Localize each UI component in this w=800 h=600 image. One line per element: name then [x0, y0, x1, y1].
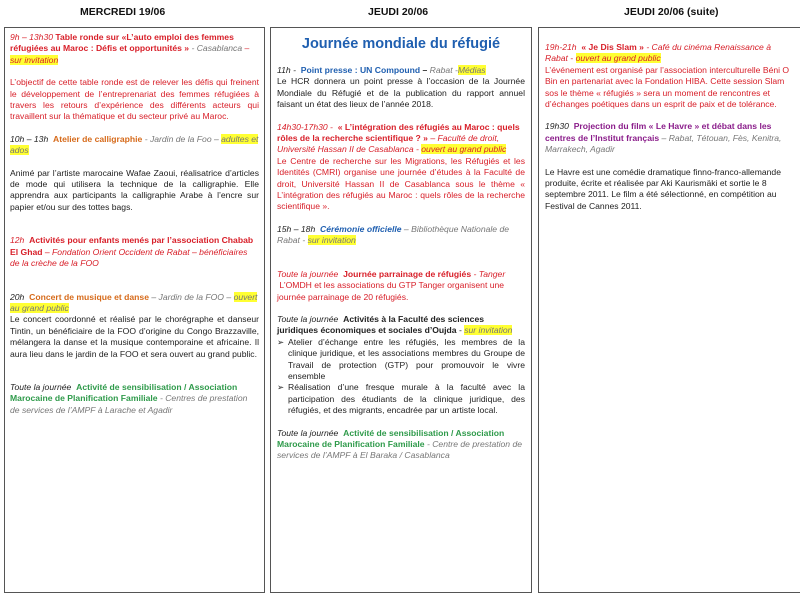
banner-title: Journée mondiale du réfugié: [301, 36, 501, 52]
event-title: Atelier de calligraphie: [53, 133, 143, 144]
event-title: Activités à la Faculté des sciences juridiques économiques et sociales d’Oujda: [277, 313, 485, 336]
event-time: Toute la journée: [277, 268, 339, 279]
event-place: - Casablanca: [191, 43, 243, 54]
column-mercredi: [4, 27, 265, 593]
event-place: - Centre de prestation de services de l’AMPF à El Baraka / Casablanca: [277, 438, 523, 461]
event-oujda-heading: [277, 314, 525, 337]
event-slam-heading: [545, 42, 794, 65]
arrow-bullet-icon: ➢: [277, 382, 285, 393]
event-title: Activités pour enfants menés par l’association Chabab El Ghad: [10, 235, 254, 257]
event-audience: ouvert au grand public: [421, 144, 507, 155]
event-description: L’objectif de cette table ronde est de relever les défis qui freinent le développement de l’entreprenariat des femmes réfugiées à travers les retours d’expérience des différents acteurs qui travaillent sur la thématique et du secteur privé au Maroc.: [10, 77, 259, 122]
event-time: 10h – 13h: [10, 133, 49, 144]
header-jeudi: JEUDI 20/06: [368, 6, 429, 18]
event-dash: –: [422, 65, 428, 75]
event-sensibilisation-heading: [277, 428, 525, 462]
event-time: Toute la journée: [10, 381, 72, 392]
event-place: – Faculté de droit, Université Hassan II de Casablanca -: [277, 133, 500, 155]
event-sep: -: [458, 325, 462, 336]
header-jeudi-suite: JEUDI 20/06 (suite): [624, 6, 719, 18]
event-description: Le Havre est une comédie dramatique finno-franco-allemande produite, écrite et réalisée par Aki Kaurismäki et sortie le 8 septembre 2011. Le film a été sélectionné, en compétition au Festival de Cannes 2011.: [545, 166, 781, 211]
event-place: - Jardin de la Foo –: [144, 133, 219, 144]
event-audience: ouvert au grand public: [575, 53, 661, 64]
event-title: Point presse : UN Compound: [300, 65, 421, 75]
column-jeudi: [270, 27, 532, 593]
event-place: Rabat -: [429, 65, 458, 75]
list-item: ➢ Atelier d’échange entre les réfugiés, les membres de la clinique juridique, et les associations membres du Groupe de Travail de protection (GTP) pour promouvoir le vivre ensemble: [277, 336, 525, 381]
event-table-ronde-heading: [10, 32, 259, 66]
event-time: 12h: [10, 235, 25, 246]
event-sep: -: [570, 53, 574, 64]
event-description: Le HCR donnera un point presse à l’occasion de la Journée Mondiale du Réfugié et de la publication du rapport annuel faisant un état des lieux de l’année 2018.: [277, 76, 525, 110]
event-time: 19h30: [545, 121, 569, 132]
event-audience: sur invitation: [10, 54, 59, 65]
event-parrainage-heading: [277, 269, 525, 303]
event-time: 14h30-17h30 -: [277, 121, 333, 132]
event-point-presse-heading: [277, 65, 525, 76]
event-time: 15h – 18h: [277, 223, 316, 234]
event-title: Activité de sensibilisation / Association Marocaine de Planification Familiale: [10, 381, 238, 404]
event-oujda-list: [277, 337, 525, 417]
event-time: 9h – 13h30: [10, 32, 54, 42]
event-title: Table ronde sur «L’auto emploi des femmes réfugiées au Maroc : Défis et opportunités »: [10, 32, 234, 54]
arrow-bullet-icon: ➢: [277, 336, 285, 347]
event-time: 19h-21h: [545, 42, 577, 52]
event-audience: sur invitation: [307, 235, 356, 246]
event-place: – Rabat, Tétouan, Fès, Kenitra, Marrakech, Agadir: [545, 132, 782, 155]
event-ceremonie-heading: [277, 224, 525, 247]
event-time: 11h -: [277, 65, 296, 75]
event-place: - Tanger: [473, 268, 506, 279]
event-title: Journée parrainage de réfugiés: [343, 268, 472, 279]
event-audience: adultes et ados: [10, 133, 259, 156]
event-title: « L’intégration des réfugiés au Maroc : quels rôles de la recherche scientifique ? »: [277, 121, 520, 144]
event-time: Toute la journée: [277, 427, 339, 438]
event-audience: ouvert au grand public: [10, 291, 258, 313]
event-concert-heading: [10, 292, 259, 315]
event-title: Cérémonie officielle: [320, 223, 402, 234]
event-description: Le Centre de recherche sur les Migrations, les Réfugiés et les Identités (CMRI) organise une journée d’études à la Faculté de droit, Université Hassan II de Casablanca sous le thème « L’intégration des réfugiés au Maroc : quels rôles de la recherche scientifique ».: [277, 155, 525, 212]
list-item: ➢ Réalisation d’une fresque murale à la faculté avec la participation des étudiants de la clinique juridique, des réfugiés, et des migrants, encadrée par un artiste local.: [277, 382, 525, 416]
event-description: Le concert coordonné et réalisé par le chorégraphe et danseur Tintin, un bénéficiaire de la FOO d’origine du Congo Brazzaville, mélangera la danse et la musique contemporaine et africaine. Il aura lieu dans le jardin de la FOO et sera ouvert au grand public.: [10, 314, 259, 359]
event-description: L’événement est organisé par l’association interculturelle Béni O Bin en partenariat avec la Fondation HIBA. Cette session Slam sos le thème « réfugiés » sera un moment de rencontres et d’échanges poétiques dans un esprit de paix et de tolérance.: [545, 64, 790, 110]
event-havre-heading: [545, 121, 794, 155]
event-place: - Centres de prestation de services de l’AMPF à Larache et Agadir: [10, 393, 248, 415]
event-sensibilisation-heading: [10, 382, 259, 416]
event-time: Toute la journée: [277, 313, 339, 324]
event-audience: sur invitation: [464, 325, 513, 336]
event-dash: –: [244, 43, 250, 54]
event-place: - Café du cinéma Renaissance à Rabat: [545, 42, 771, 64]
column-jeudi-suite: [538, 27, 800, 593]
event-description: L’OMDH et les associations du GTP Tanger organisent une journée parrainage de 20 réfugiés.: [277, 280, 505, 302]
event-place: – Jardin de la FOO –: [151, 291, 232, 302]
event-place: – Fondation Orient Occident de Rabat – bénéficiaires de la crèche de la FOO: [10, 246, 248, 269]
event-enfants-heading: [10, 235, 259, 269]
event-audience: Médias: [457, 65, 486, 75]
event-place: – Bibliothèque Nationale de Rabat -: [277, 223, 510, 246]
event-description: Animé par l’artiste marocaine Wafae Zaoui, réalisatrice d’articles de mode qui utilisera la technique de la calligraphie. Elle apprendra aux participants la calligraphie Arabe à l’encre sur papier et/ou sur des tottes bags.: [10, 167, 259, 212]
event-title: Concert de musique et danse: [29, 291, 149, 302]
event-title: « Je Dis Slam »: [581, 42, 644, 52]
event-integration-heading: [277, 122, 525, 156]
event-calligraphie-heading: [10, 134, 259, 157]
event-title: Activité de sensibilisation / Association Marocaine de Planification Familiale: [277, 427, 505, 449]
header-mercredi: MERCREDI 19/06: [80, 6, 166, 18]
event-time: 20h: [10, 291, 25, 302]
event-title: Projection du film « Le Havre » et débat dans les centres de l’Institut français: [545, 121, 772, 143]
